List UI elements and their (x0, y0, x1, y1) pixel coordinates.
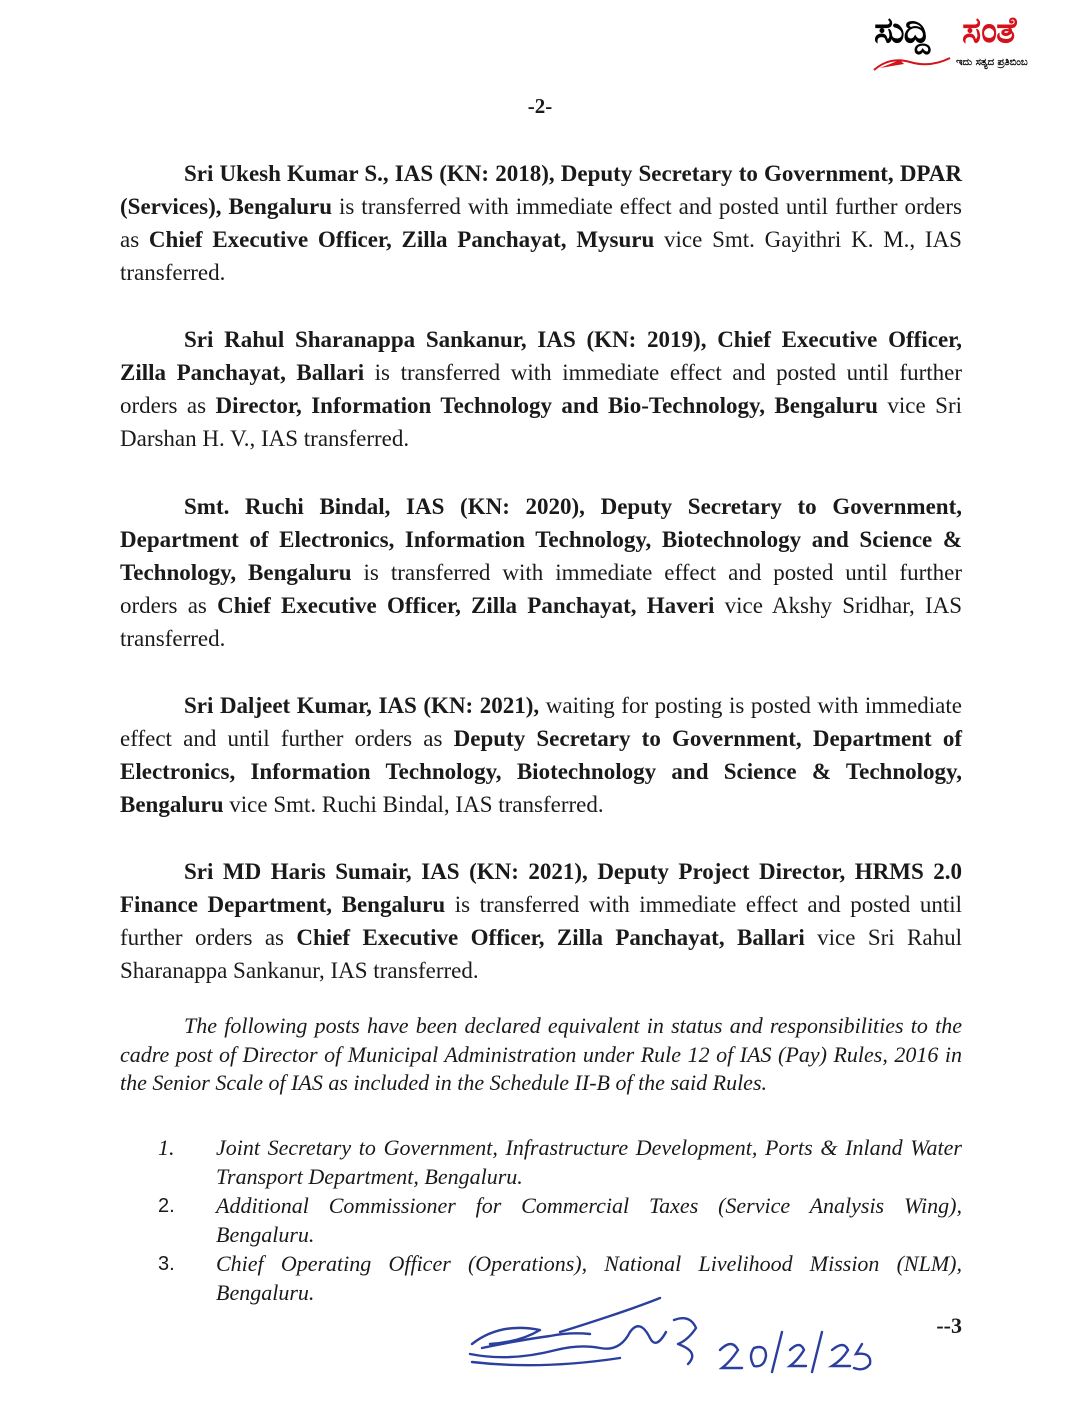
order-text: waiting for posting is posted with immediate effect and until further orders as (120, 693, 962, 751)
list-text: Joint Secretary to Government, Infrastructure Development, Ports & Inland Water Transport Department, Bengaluru. (216, 1135, 962, 1189)
posting-details: Director, Information Technology and Bio-Technology, Bengaluru (215, 393, 878, 418)
page-number: -2- (527, 94, 553, 118)
list-item (120, 1134, 962, 1191)
transfer-order-5 (120, 855, 962, 987)
officer-details: Sri Ukesh Kumar S., IAS (KN: 2018), Deputy Secretary to Government, DPAR (Services), Bengaluru (120, 161, 962, 219)
equivalence-note: The following posts have been declared equivalent in status and responsibilities to the cadre post of Director of Municipal Administration under Rule 12 of IAS (Pay) Rules, 2016 in the Senior Scale of IAS as included in the Schedule II-B of the said Rules. (120, 1013, 962, 1095)
list-number: 3. (158, 1253, 175, 1275)
handwritten-signature (460, 1292, 900, 1409)
officer-details: Sri Daljeet Kumar, IAS (KN: 2021), (184, 693, 540, 718)
list-text: Chief Operating Officer (Operations), National Livelihood Mission (NLM), Bengaluru. (216, 1251, 962, 1305)
equivalent-posts-list (120, 1134, 962, 1308)
transfer-order-1 (120, 157, 962, 289)
officer-details: Smt. Ruchi Bindal, IAS (KN: 2020), Deputy Secretary to Government, Department of Electronics, Information Technology, Biotechnology and Science & Technology, Bengaluru (120, 494, 962, 585)
pen-icon (870, 50, 956, 74)
vice-text: vice Sri Darshan H. V., IAS transferred. (120, 393, 962, 451)
officer-details: Sri Rahul Sharanappa Sankanur, IAS (KN: 2019), Chief Executive Officer, Zilla Panchayat, Ballari (120, 327, 962, 385)
officer-details: Sri MD Haris Sumair, IAS (KN: 2021), Deputy Project Director, HRMS 2.0 Finance Department, Bengaluru (120, 859, 962, 917)
list-text: Additional Commissioner for Commercial Taxes (Service Analysis Wing), Bengaluru. (216, 1193, 962, 1247)
vice-text: vice Smt. Ruchi Bindal, IAS transferred. (223, 792, 604, 817)
posting-details: Chief Executive Officer, Zilla Panchayat, Mysuru (148, 227, 655, 252)
order-text: is transferred with immediate effect and posted until further orders as (120, 194, 963, 252)
order-text: is transferred with immediate effect and posted until further orders as (120, 360, 962, 418)
vice-text: vice Sri Rahul Sharanappa Sankanur, IAS transferred. (120, 925, 962, 983)
vice-text: vice Smt. Gayithri K. M., IAS transferred. (120, 227, 962, 285)
logo-tagline: ಇದು ಸತ್ಯದ ಪ್ರತಿಬಿಂಬ (956, 57, 1028, 68)
order-text: is transferred with immediate effect and posted until further orders as (120, 560, 962, 618)
transfer-order-2 (120, 323, 962, 455)
posting-details: Deputy Secretary to Government, Department of Electronics, Information Technology, Biotechnology and Science & Technology, Bengaluru (120, 726, 962, 817)
brand-logo (870, 10, 1070, 74)
list-number: 1. (158, 1135, 175, 1160)
logo-text-sante: ಸಂತೆ (962, 10, 1016, 51)
vice-text: vice Akshy Sridhar, IAS transferred. (120, 593, 963, 651)
transfer-order-3 (120, 490, 962, 655)
order-text: is transferred with immediate effect and posted until further orders as (120, 892, 962, 950)
list-item (120, 1192, 962, 1249)
posting-details: Chief Executive Officer, Zilla Panchayat, Ballari (296, 925, 805, 950)
posting-details: Chief Executive Officer, Zilla Panchayat, Haveri (217, 593, 715, 618)
transfer-order-4 (120, 689, 962, 821)
logo-text-suddi: ಸುದ್ದಿ (874, 10, 930, 51)
list-number: 2. (158, 1195, 175, 1217)
next-page-marker: --3 (936, 1313, 962, 1338)
